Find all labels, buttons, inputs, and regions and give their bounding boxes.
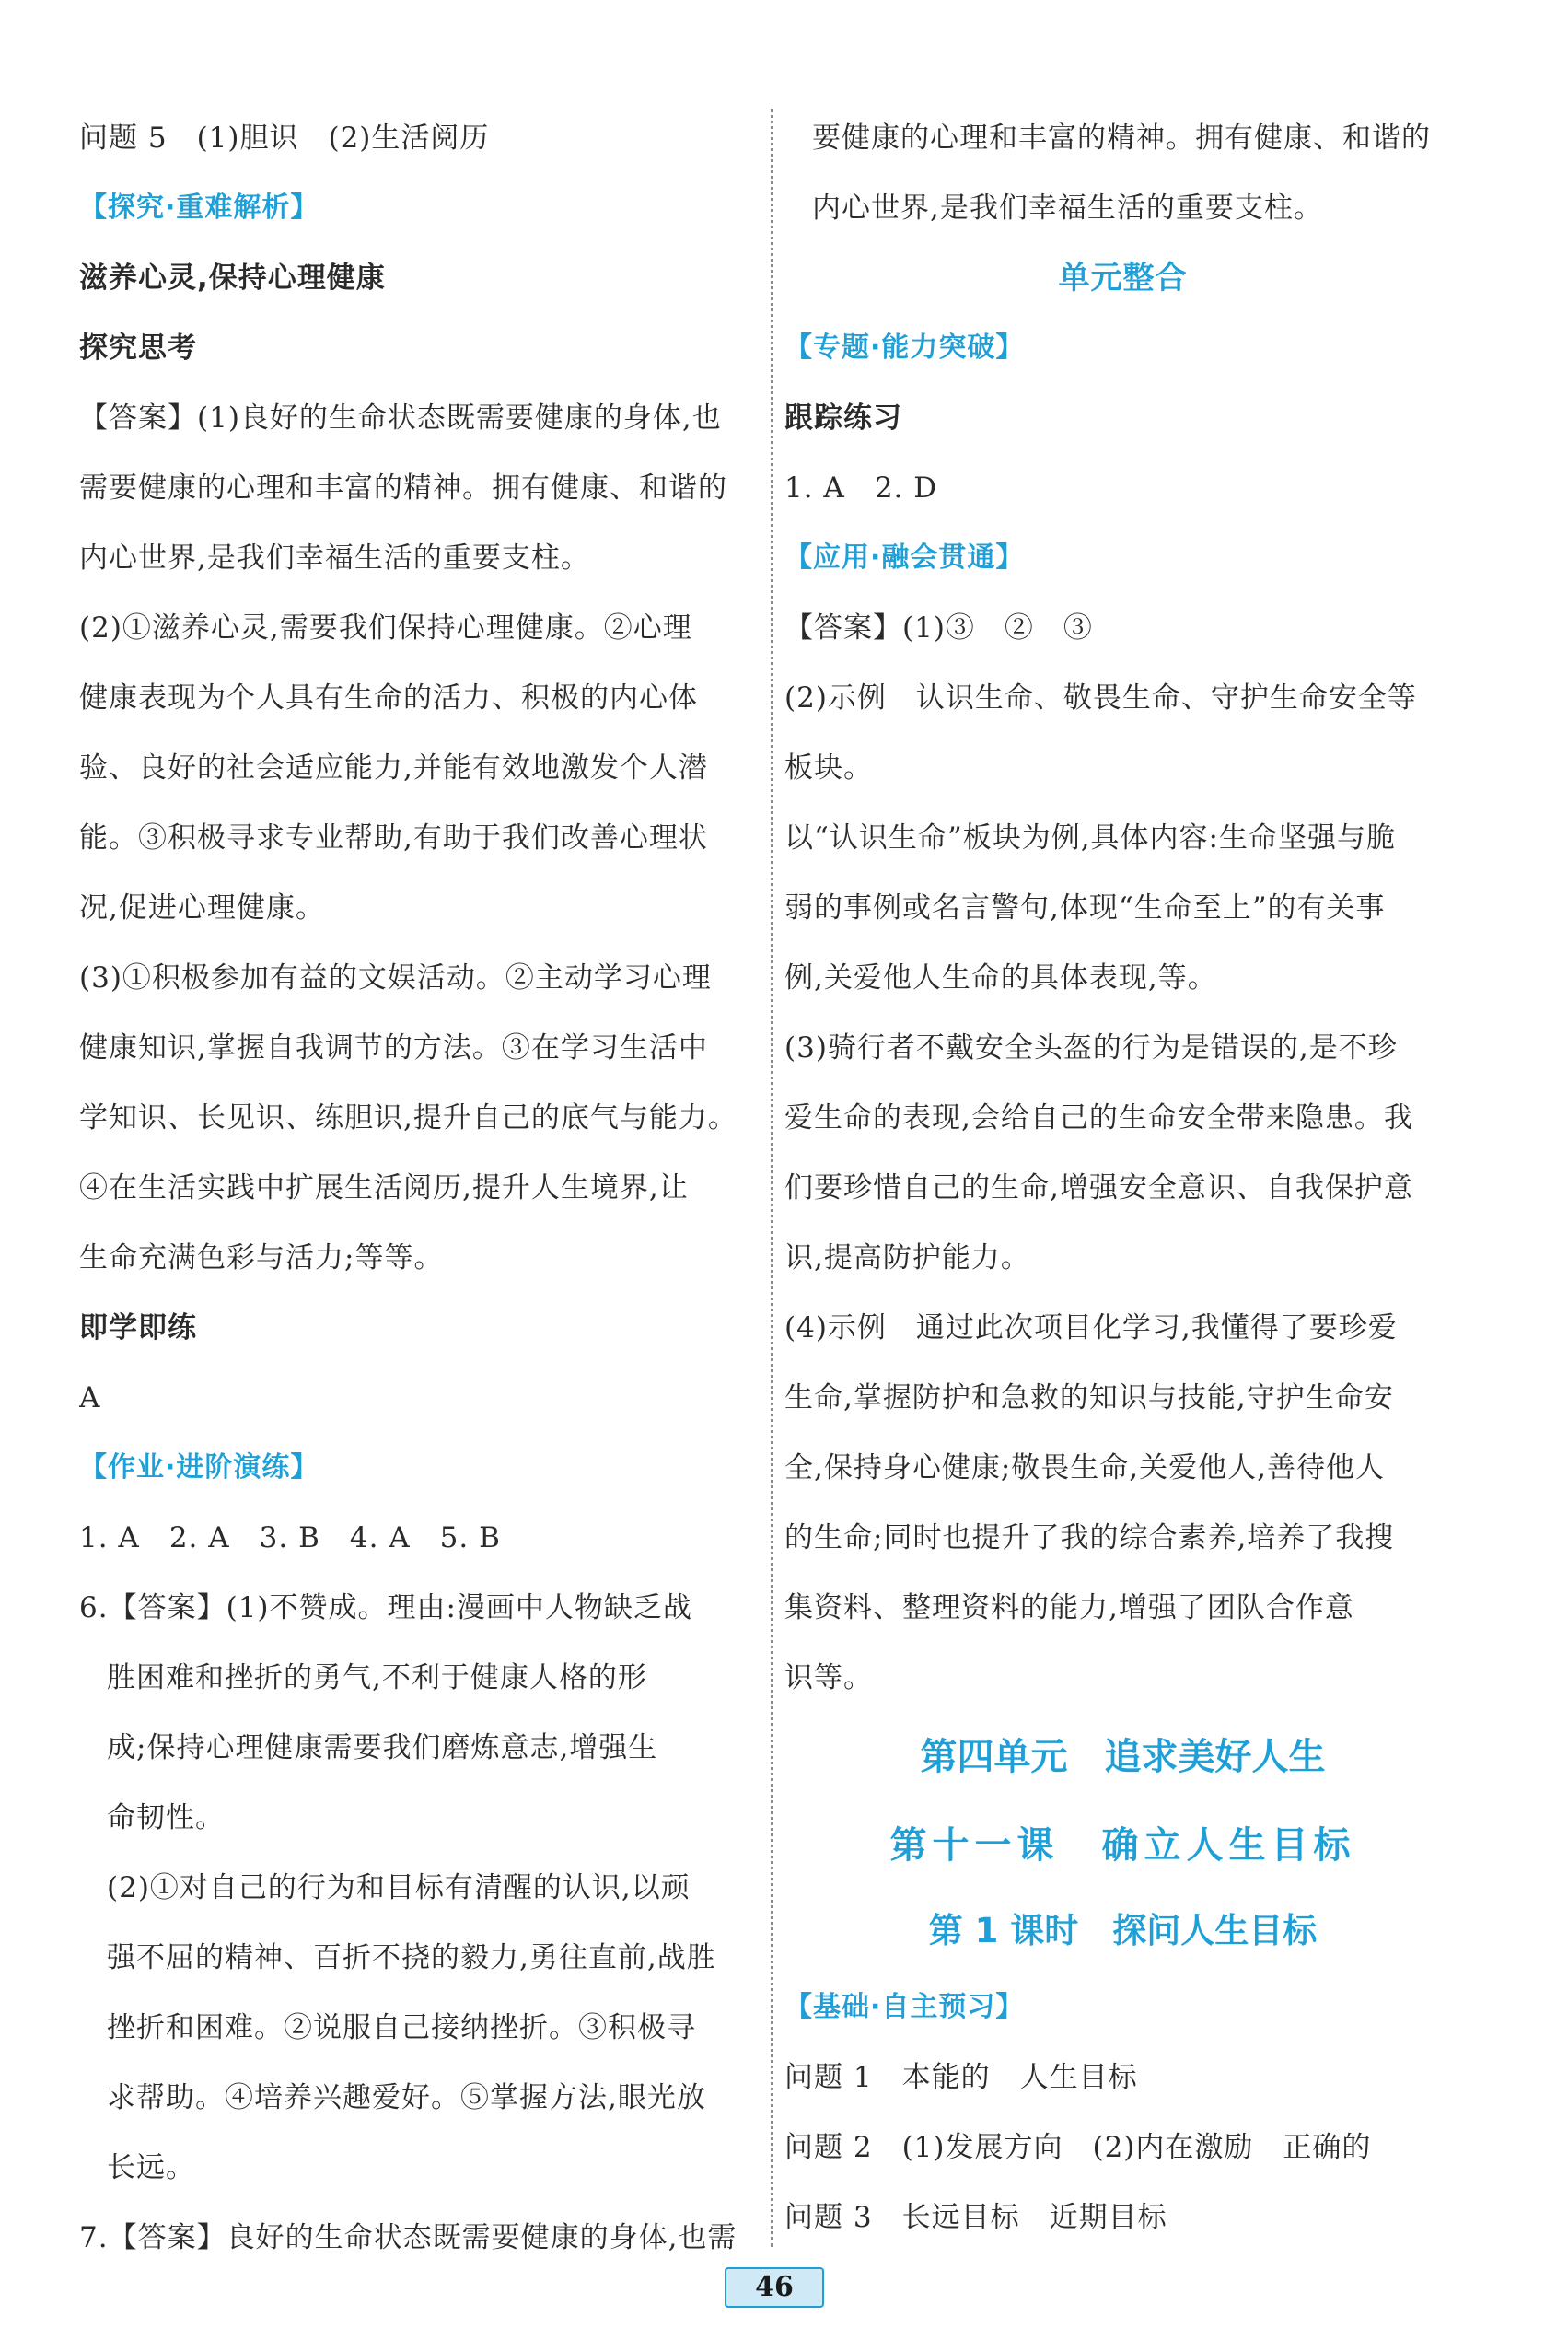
text-line: 验、良好的社会适应能力,并能有效地激发个人潜	[79, 751, 708, 785]
text-line: 弱的事例或名言警句,体现“生命至上”的有关事	[784, 891, 1386, 925]
text-line: 【作业·进阶演练】	[79, 1451, 319, 1484]
text-line: 6.【答案】(1)不赞成。理由:漫画中人物缺乏战	[79, 1591, 692, 1624]
text-line: 需要健康的心理和丰富的精神。拥有健康、和谐的	[79, 471, 727, 505]
text-line: 要健康的心理和丰富的精神。拥有健康、和谐的	[812, 122, 1431, 155]
text-line: 【探究·重难解析】	[79, 192, 319, 224]
text-line: (2)示例 认识生命、敬畏生命、守护生命安全等	[784, 681, 1417, 715]
text-line: 1. A 2. D	[784, 471, 938, 505]
text-line: ④在生活实践中扩展生活阅历,提升人生境界,让	[79, 1171, 689, 1205]
text-line: (2)①滋养心灵,需要我们保持心理健康。②心理	[79, 611, 692, 645]
text-line: 【答案】(1)良好的生命状态既需要健康的身体,也	[79, 402, 722, 435]
text-line: 的生命;同时也提升了我的综合素养,培养了我搜	[784, 1521, 1395, 1554]
text-line: A	[79, 1381, 101, 1414]
text-line: 跟踪练习	[784, 402, 902, 435]
text-line: 生命充满色彩与活力;等等。	[79, 1241, 444, 1275]
text-line: 成;保持心理健康需要我们磨炼意志,增强生	[107, 1731, 658, 1764]
text-line: 胜困难和挫折的勇气,不利于健康人格的形	[107, 1661, 647, 1694]
text-line: 例,关爱他人生命的具体表现,等。	[784, 961, 1217, 995]
right-column	[784, 103, 1461, 2252]
text-line: 探究思考	[79, 332, 197, 365]
text-line: 1. A 2. A 3. B 4. A 5. B	[79, 1521, 501, 1554]
text-line: (3)骑行者不戴安全头盔的行为是错误的,是不珍	[784, 1031, 1398, 1065]
text-line: 求帮助。④培养兴趣爱好。⑤掌握方法,眼光放	[107, 2081, 706, 2114]
column-divider	[771, 109, 773, 2247]
text-line: 学知识、长见识、练胆识,提升自己的底气与能力。	[79, 1101, 738, 1135]
text-line: 识,提高防护能力。	[784, 1241, 1030, 1275]
text-line: 全,保持身心健康;敬畏生命,关爱他人,善待他人	[784, 1451, 1386, 1484]
text-line: (2)①对自己的行为和目标有清醒的认识,以顽	[107, 1871, 691, 1904]
text-line: 7.【答案】良好的生命状态既需要健康的身体,也需	[79, 2221, 738, 2254]
text-line: 滋养心灵,保持心理健康	[79, 262, 386, 295]
text-line: (3)①积极参加有益的文娱活动。②主动学习心理	[79, 961, 712, 995]
text-line: 问题 2 (1)发展方向 (2)内在激励 正确的	[784, 2131, 1372, 2164]
text-line: 健康表现为个人具有生命的活力、积极的内心体	[79, 681, 698, 715]
text-line: (4)示例 通过此次项目化学习,我懂得了要珍爱	[784, 1311, 1398, 1344]
text-line: 第 1 课时 探问人生目标	[928, 1911, 1318, 1950]
text-line: 板块。	[784, 751, 873, 785]
text-line: 第十一课 确立人生目标	[889, 1824, 1356, 1867]
text-line: 【答案】(1)③ ② ③	[784, 611, 1093, 645]
text-line: 【基础·自主预习】	[784, 1991, 1025, 2023]
text-line: 况,促进心理健康。	[79, 891, 325, 925]
text-line: 内心世界,是我们幸福生活的重要支柱。	[812, 192, 1323, 225]
text-line: 问题 5 (1)胆识 (2)生活阅历	[79, 122, 490, 155]
text-line: 问题 3 长远目标 近期目标	[784, 2201, 1167, 2234]
text-line: 即学即练	[79, 1311, 197, 1344]
text-line: 强不屈的精神、百折不挠的毅力,勇往直前,战胜	[107, 1941, 716, 1974]
text-line: 能。③积极寻求专业帮助,有助于我们改善心理状	[79, 821, 708, 855]
text-line: 【专题·能力突破】	[784, 332, 1025, 364]
text-line: 命韧性。	[107, 1801, 225, 1834]
text-line: 以“认识生命”板块为例,具体内容:生命坚强与脆	[784, 821, 1396, 855]
text-line: 们要珍惜自己的生命,增强安全意识、自我保护意	[784, 1171, 1413, 1205]
text-line: 第四单元 追求美好人生	[920, 1736, 1326, 1778]
text-line: 单元整合	[1058, 260, 1188, 297]
page-number: 46	[725, 2267, 824, 2308]
text-line: 生命,掌握防护和急救的知识与技能,守护生命安	[784, 1381, 1394, 1414]
text-line: 【应用·融会贯通】	[784, 541, 1025, 574]
text-line: 问题 1 本能的 人生目标	[784, 2061, 1138, 2094]
text-line: 爱生命的表现,会给自己的生命安全带来隐患。我	[784, 1101, 1413, 1135]
text-line: 挫折和困难。②说服自己接纳挫折。③积极寻	[107, 2011, 696, 2044]
text-line: 内心世界,是我们幸福生活的重要支柱。	[79, 541, 590, 575]
text-line: 健康知识,掌握自我调节的方法。③在学习生活中	[79, 1031, 708, 1065]
left-column	[79, 103, 756, 2273]
text-line: 识等。	[784, 1661, 873, 1694]
text-line: 集资料、整理资料的能力,增强了团队合作意	[784, 1591, 1354, 1624]
text-line: 长远。	[107, 2151, 195, 2184]
